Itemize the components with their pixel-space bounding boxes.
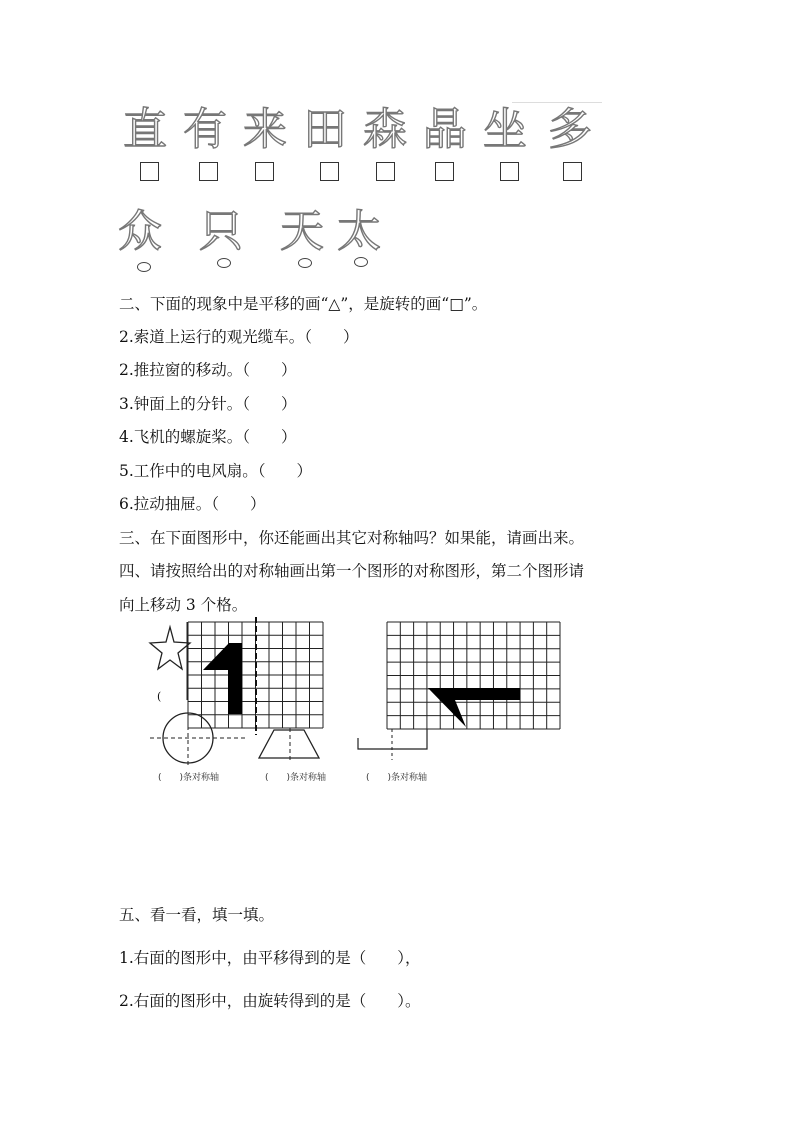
question-item: 2.推拉窗的移动。（ ） bbox=[119, 361, 297, 379]
trapezoid-shape bbox=[259, 730, 319, 758]
left-paren: ( bbox=[157, 690, 162, 703]
outline-char: 太 bbox=[337, 206, 381, 257]
question-item: 1.右面的图形中，由平移得到的是（ ）， bbox=[119, 949, 421, 967]
section-5-heading: 五、看一看，填一填。 bbox=[119, 906, 275, 924]
section-4-heading-continued: 向上移动 3 个格。 bbox=[119, 596, 248, 614]
outline-char: 直 bbox=[123, 104, 167, 155]
question-item: 3.钟面上的分针。（ ） bbox=[119, 395, 297, 413]
section-3-heading: 三、在下面图形中，你还能画出其它对称轴吗？如果能，请画出来。 bbox=[119, 529, 585, 547]
outline-char: 多 bbox=[548, 104, 592, 155]
outline-char: 天 bbox=[280, 206, 324, 257]
outline-char: 森 bbox=[363, 104, 407, 155]
question-item: 5.工作中的电风扇。（ ） bbox=[119, 462, 313, 480]
outline-char: 有 bbox=[183, 104, 227, 155]
axis-count-caption: ( )条对称轴 bbox=[158, 773, 220, 783]
axis-count-caption: ( )条对称轴 bbox=[265, 773, 327, 783]
star-shape bbox=[150, 627, 190, 669]
outline-char: 来 bbox=[243, 104, 287, 155]
question-item: 2.索道上运行的观光缆车。（ ） bbox=[119, 328, 359, 346]
outline-char: 晶 bbox=[423, 104, 467, 155]
outline-char: 只 bbox=[199, 206, 243, 257]
outline-char: 田 bbox=[303, 104, 347, 155]
question-item: 4.飞机的螺旋桨。（ ） bbox=[119, 428, 297, 446]
outline-char: 众 bbox=[118, 206, 162, 257]
grid-right bbox=[387, 622, 560, 729]
black-shape-right bbox=[428, 688, 520, 727]
section-4-heading: 四、请按照给出的对称轴画出第一个图形的对称图形，第二个图形请 bbox=[119, 562, 585, 580]
question-item: 2.右面的图形中，由旋转得到的是（ ）。 bbox=[119, 992, 421, 1010]
axis-count-caption: ( )条对称轴 bbox=[366, 773, 428, 783]
outline-char: 坐 bbox=[483, 104, 527, 155]
question-item: 6.拉动抽屉。（ ） bbox=[119, 495, 266, 513]
section-2-heading: 二、下面的现象中是平移的画“△”，是旋转的画“□”。 bbox=[119, 295, 488, 313]
black-shape-left bbox=[203, 643, 242, 714]
